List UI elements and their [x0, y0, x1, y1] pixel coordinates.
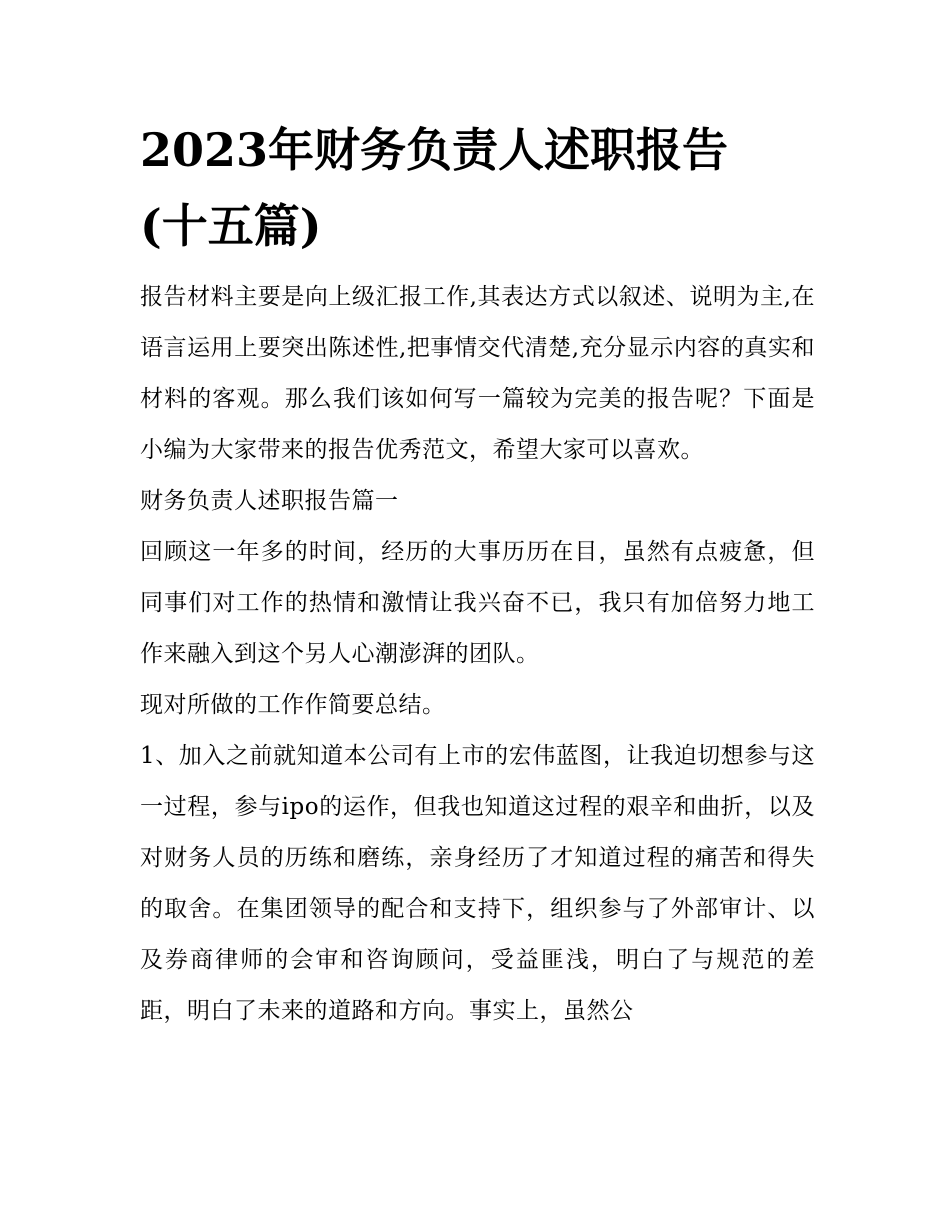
body-paragraph: 现对所做的工作作简要总结。: [140, 692, 446, 718]
document-title: 2023年财务负责人述职报告(十五篇): [140, 123, 729, 253]
body-paragraph: 1、加入之前就知道本公司有上市的宏伟蓝图，让我迫切想参与这一过程，参与ipo的运作，但我也知道这过程的艰辛和曲折，以及对财务人员的历练和磨练，亲身经历了才知道过程的痛苦和得失的取舍。在集团领导的配合和支持下，组织参与了外部审计、以及券商律师的会审和咨询顾问，受益匪浅，明白了与规范的差距，明白了未来的道路和方向。事实上，虽然公: [140, 743, 815, 1024]
body-paragraph: 回顾这一年多的时间，经历的大事历历在目，虽然有点疲惫，但同事们对工作的热情和激情让我兴奋不已，我只有加倍努力地工作来融入到这个另人心潮澎湃的团队。: [140, 539, 815, 667]
section-heading: 财务负责人述职报告篇一: [140, 488, 399, 514]
intro-paragraph: 报告材料主要是向上级汇报工作,其表达方式以叙述、说明为主,在语言运用上要突出陈述性,把事情交代清楚,充分显示内容的真实和材料的客观。那么我们该如何写一篇较为完美的报告呢？下面是小编为大家带来的报告优秀范文，希望大家可以喜欢。: [140, 284, 815, 463]
document-page: [140, 112, 815, 1037]
